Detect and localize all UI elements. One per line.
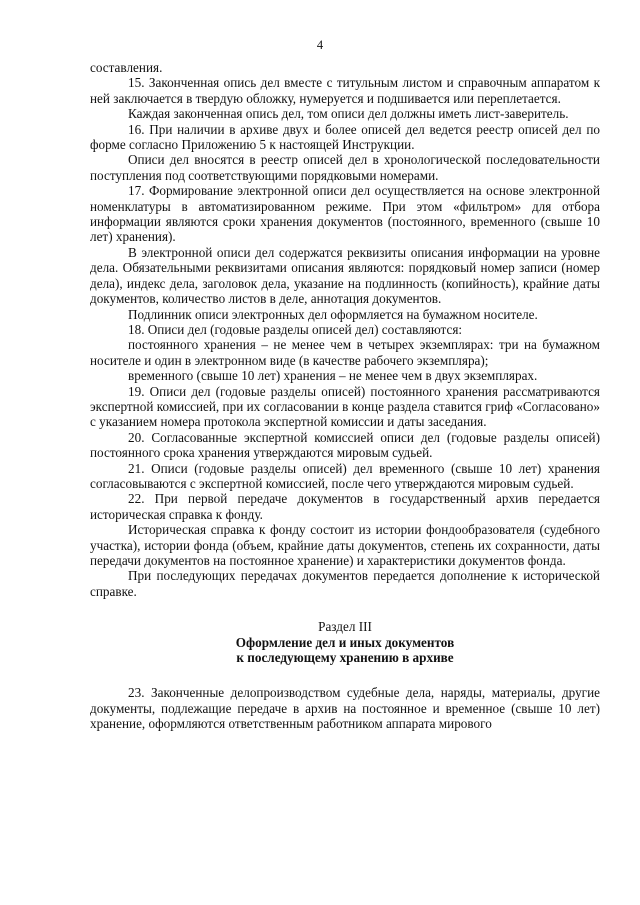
paragraph: 20. Согласованные экспертной комиссией описи дел (годовые разделы описей) постоянного срока хранения утверждаются мировым судьей.	[90, 429, 600, 461]
paragraph: В электронной описи дел содержатся реквизиты описания информации на уровне дела. Обязательными реквизитами описания являются: порядковый номер записи (номер дела), индекс дела, заголовок дела, указание на подлинность (копийность), крайние даты документов, количество листов в деле, аннотация документов.	[90, 244, 600, 307]
paragraph: временного (свыше 10 лет) хранения – не менее чем в двух экземплярах.	[128, 368, 538, 384]
section-heading	[90, 619, 600, 665]
section-paragraph-list	[90, 685, 600, 731]
paragraph: 15. Законченная опись дел вместе с титульным листом и справочным аппаратом к ней заключается в твердую обложку, нумеруется и подшивается или переплетается.	[90, 75, 600, 106]
section-title-line-2: к последующему хранению в архиве	[236, 650, 454, 666]
document-body	[90, 60, 600, 732]
paragraph: 21. Описи (годовые разделы описей) дел временного (свыше 10 лет) хранения согласовываются с экспертной комиссией, после чего утверждаются мировым судьей.	[90, 460, 600, 491]
paragraph: 23. Законченные делопроизводством судебные дела, наряды, материалы, другие документы, подлежащие передаче в архив на постоянное и временное (свыше 10 лет) хранение, оформляются ответственным работником аппарата мирового	[90, 685, 600, 732]
paragraph-list	[90, 60, 600, 599]
paragraph: постоянного хранения – не менее чем в четырех экземплярах: три на бумажном носителе и один в электронном виде (в качестве рабочего экземпляра);	[90, 337, 600, 368]
paragraph: 19. Описи дел (годовые разделы описей) постоянного хранения рассматриваются экспертной комиссией, при их согласовании в конце раздела ставится гриф «Согласовано» с указанием номера протокола экспертной комиссии и даты заседания.	[90, 383, 600, 430]
paragraph: При последующих передачах документов передается дополнение к исторической справке.	[90, 568, 600, 599]
paragraph: Каждая законченная опись дел, том описи дел должны иметь лист-заверитель.	[128, 106, 569, 122]
paragraph: 18. Описи дел (годовые разделы описей дел) составляются:	[128, 321, 463, 337]
section-number: Раздел III	[318, 619, 372, 635]
paragraph: 17. Формирование электронной описи дел осуществляется на основе электронной номенклатуры в автоматизированном режиме. При этом «фильтром» для отбора информации являются сроки хранения документов (постоянного, временного (свыше 10 лет) хранения).	[90, 183, 600, 245]
paragraph: 16. При наличии в архиве двух и более описей дел ведется реестр описей дел по форме согласно Приложению 5 к настоящей Инструкции.	[90, 121, 600, 153]
section-title-line-1: Оформление дел и иных документов	[235, 634, 455, 650]
paragraph: Описи дел вносятся в реестр описей дел в хронологической последовательности поступления под соответствующими порядковыми номерами.	[90, 152, 600, 183]
paragraph: составления.	[90, 60, 163, 75]
paragraph: 22. При первой передаче документов в государственный архив передается историческая справка к фонду.	[90, 491, 600, 522]
paragraph: Подлинник описи электронных дел оформляется на бумажном носителе.	[128, 306, 538, 322]
page-number: 4	[316, 38, 324, 52]
paragraph: Историческая справка к фонду состоит из истории фондообразователя (судебного участка), истории фонда (объем, крайние даты документов, степень их сохранности, даты передачи документов на постоянное хранение) и характеристики документов фонда.	[90, 522, 600, 568]
